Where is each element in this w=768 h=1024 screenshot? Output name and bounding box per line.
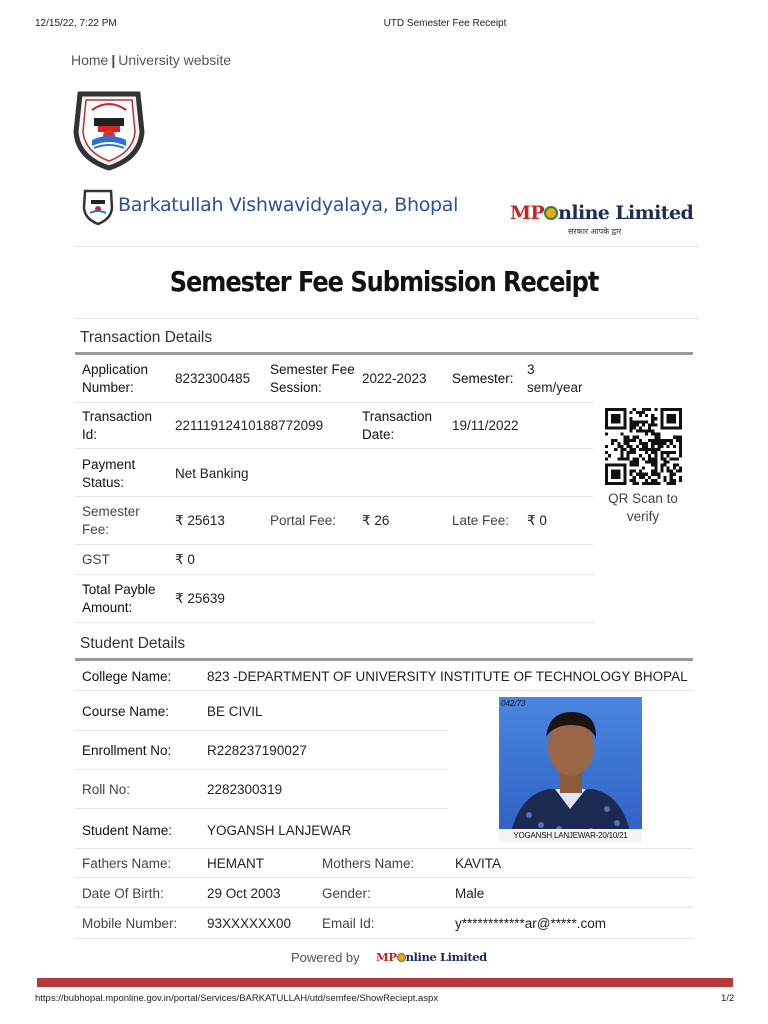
- row-divider: [75, 877, 693, 878]
- university-name: Barkatullah Vishwavidyalaya, Bhopal: [118, 194, 459, 216]
- mobile-label: Mobile Number:: [82, 916, 178, 931]
- photo-stamp-top: 042/73: [501, 699, 526, 708]
- college-name: 823 -DEPARTMENT OF UNIVERSITY INSTITUTE OF TECHNOLOGY BHOPAL: [207, 669, 688, 684]
- home-link[interactable]: Home: [71, 52, 109, 68]
- university-website-link[interactable]: University website: [118, 52, 232, 68]
- footer-page-number: 1/2: [721, 993, 735, 1004]
- total-amount: ₹ 25639: [175, 591, 225, 606]
- print-title: UTD Semester Fee Receipt: [383, 18, 507, 29]
- row-divider: [75, 730, 448, 731]
- row-divider: [75, 622, 593, 623]
- portal-fee-label: Portal Fee:: [270, 513, 337, 528]
- powered-by-label: Powered by: [291, 950, 360, 965]
- mother-name: KAVITA: [455, 856, 502, 871]
- student-section-title: Student Details: [80, 635, 186, 652]
- gender-label: Gender:: [322, 886, 371, 901]
- fee-session-label: Semester Fee Session:: [270, 362, 355, 395]
- row-divider: [75, 848, 693, 849]
- application-number: 8232300485: [175, 371, 251, 386]
- course-label: Course Name:: [82, 704, 170, 719]
- application-number-label: Application Number:: [82, 362, 149, 395]
- qr-caption: QR Scan to verify: [608, 491, 678, 524]
- row-divider: [75, 938, 693, 939]
- photo-stamp-bottom: YOGANSH LANJEWAR-20/10/21: [499, 829, 642, 842]
- row-divider: [75, 402, 593, 403]
- dob: 29 Oct 2003: [207, 886, 281, 901]
- mponline-tagline: सरकार आपके द्वार: [568, 227, 622, 236]
- transaction-section-title: Transaction Details: [80, 329, 213, 346]
- semester-label: Semester:: [452, 371, 514, 386]
- row-divider: [75, 496, 593, 497]
- print-datetime: 12/15/22, 7:22 PM: [35, 18, 117, 29]
- gst: ₹ 0: [175, 552, 195, 567]
- roll-label: Roll No:: [82, 782, 131, 797]
- student-name-label: Student Name:: [82, 823, 173, 838]
- late-fee: ₹ 0: [527, 513, 547, 528]
- transaction-id: 22111912410188772099: [175, 418, 324, 433]
- transaction-date: 19/11/2022: [452, 418, 519, 433]
- divider: [75, 246, 698, 247]
- student-photo-image: [499, 697, 642, 842]
- course-name: BE CIVIL: [207, 704, 263, 719]
- transaction-id-label: Transaction Id:: [82, 409, 153, 442]
- row-divider: [75, 690, 693, 691]
- mponline-globe-icon: [544, 206, 558, 220]
- father-label: Fathers Name:: [82, 856, 172, 871]
- portal-fee: ₹ 26: [362, 513, 390, 528]
- total-amount-label: Total Payble Amount:: [82, 582, 156, 615]
- mother-label: Mothers Name:: [322, 856, 415, 871]
- fee-session: 2022-2023: [362, 371, 427, 386]
- dob-label: Date Of Birth:: [82, 886, 164, 901]
- email: y************ar@*****.com: [455, 916, 607, 931]
- enrollment-number: R228237190027: [207, 743, 307, 758]
- row-divider: [75, 907, 693, 908]
- roll-number: 2282300319: [207, 782, 283, 797]
- semester: 3 sem/year: [527, 362, 583, 395]
- transaction-date-label: Transaction Date:: [362, 409, 433, 442]
- payment-status-label: Payment Status:: [82, 457, 136, 490]
- divider: [75, 318, 698, 319]
- qr-code: [605, 408, 682, 485]
- footer-bar: [37, 978, 733, 987]
- university-small-logo: [82, 188, 114, 226]
- gst-label: GST: [82, 552, 110, 567]
- college-label: College Name:: [82, 669, 172, 684]
- mobile-number: 93XXXXXX00: [207, 916, 292, 931]
- semester-fee-label: Semester Fee:: [82, 504, 140, 537]
- payment-status: Net Banking: [175, 466, 249, 481]
- student-name: YOGANSH LANJEWAR: [207, 823, 352, 838]
- student-header-rule: [75, 658, 693, 661]
- enrollment-label: Enrollment No:: [82, 743, 172, 758]
- student-photo: [499, 697, 642, 842]
- row-divider: [75, 544, 593, 545]
- mponline-logo: MP nline Limited: [510, 202, 694, 224]
- late-fee-label: Late Fee:: [452, 513, 510, 528]
- powered-by-mponline-logo: MP nline Limited: [376, 950, 487, 964]
- nav-separator: |: [111, 52, 116, 68]
- row-divider: [75, 769, 448, 770]
- semester-fee: ₹ 25613: [175, 513, 225, 528]
- row-divider: [75, 448, 593, 449]
- email-label: Email Id:: [322, 916, 375, 931]
- gender: Male: [455, 886, 485, 901]
- page-title: Semester Fee Submission Receipt: [169, 265, 599, 298]
- transaction-header-rule: [75, 352, 693, 355]
- father-name: HEMANT: [207, 856, 264, 871]
- row-divider: [75, 808, 448, 809]
- footer-url: https://bubhopal.mponline.gov.in/portal/Services/BARKATULLAH/utd/semfee/ShowReciept.aspx: [35, 993, 439, 1004]
- top-nav: [71, 52, 231, 68]
- university-seal-logo: [72, 88, 146, 172]
- row-divider: [75, 574, 593, 575]
- mponline-globe-icon: [397, 953, 406, 962]
